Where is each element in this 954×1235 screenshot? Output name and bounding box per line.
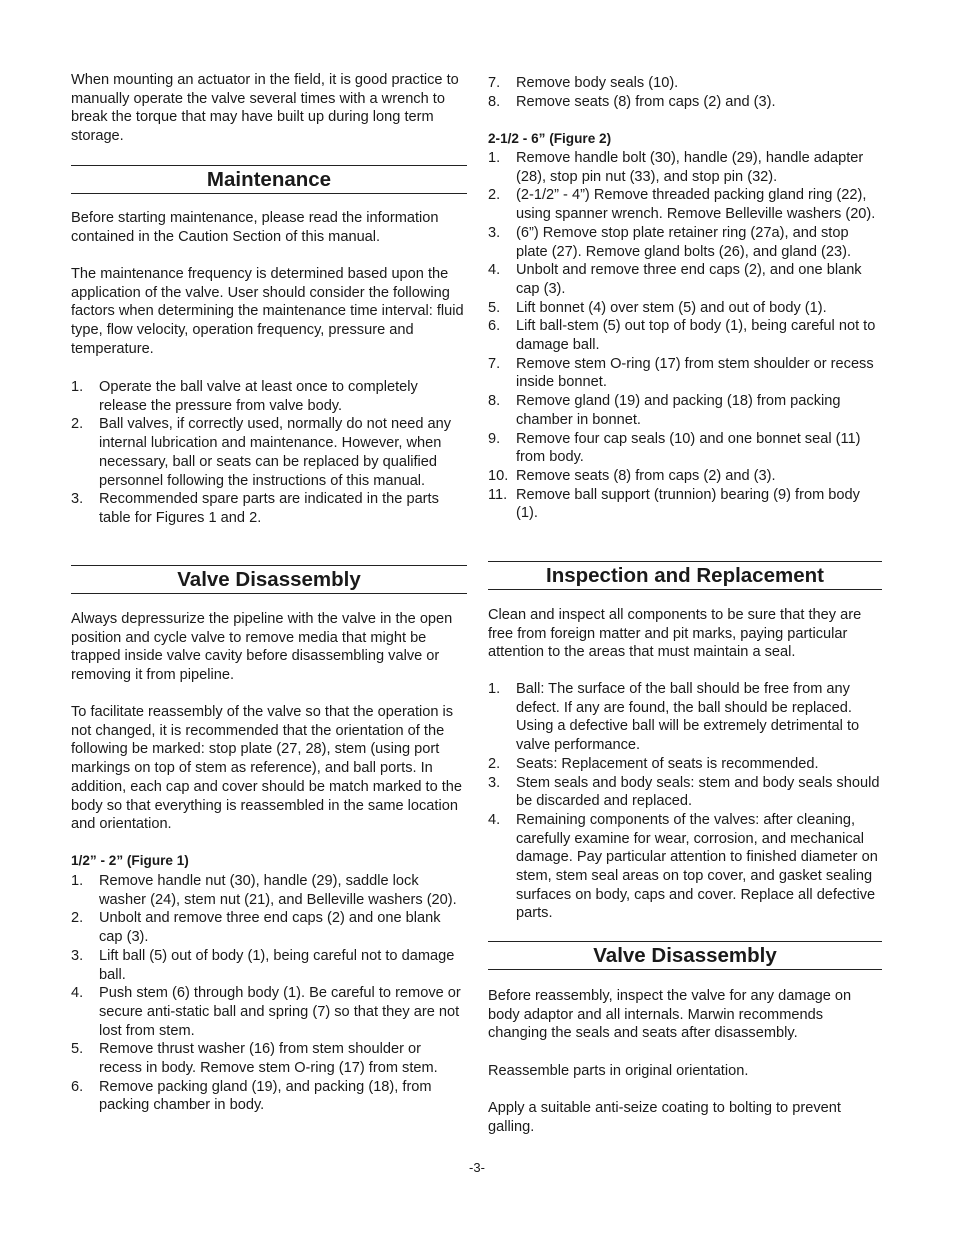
list-item-text: Remove stem O-ring (17) from stem shoulder or recess inside bonnet.	[516, 355, 874, 391]
list-item-number: 1.	[71, 873, 84, 889]
list-item-number: 9.	[488, 430, 501, 447]
list-item-number: 4.	[488, 811, 501, 828]
list-item-number: 8.	[488, 393, 501, 410]
list-item-text: Seats: Replacement of seats is recommended.	[516, 755, 819, 772]
list-item-text: Recommended spare parts are indicated in the parts table for Figures 1 and 2.	[99, 491, 439, 526]
list-item-text: Remove seats (8) from caps (2) and (3).	[516, 93, 776, 110]
list-item	[488, 774, 882, 811]
list-item-text: Lift ball-stem (5) out top of body (1), being careful not to damage ball.	[516, 318, 876, 354]
list-item-text: Push stem (6) through body (1). Be careful to remove or secure anti-static ball and spring (7) so that they are not lost from stem.	[99, 985, 461, 1039]
list-item-text: Remove handle nut (30), handle (29), saddle lock washer (24), stem nut (21), and Belleville washers (20).	[99, 873, 457, 908]
list-item	[71, 872, 467, 909]
reassembly-paragraph-2: Reassemble parts in original orientation.	[488, 1063, 749, 1079]
list-item-text: Remove gland (19) and packing (18) from packing chamber in bonnet.	[516, 393, 841, 428]
list-item	[488, 467, 882, 486]
list-item-text: Remaining components of the valves: after cleaning, carefully examine for wear, corrosion, and mechanical damage. Pay particular attention to finished diameter on stem, stem seal areas on top cover, and gasket sealing surfaces on body, caps and cover. Replace all defective parts.	[516, 811, 878, 922]
list-item-text: Remove body seals (10).	[516, 75, 679, 91]
list-item	[488, 261, 882, 298]
list-item-number: 2.	[488, 755, 501, 772]
figure-1-steps-list	[71, 872, 467, 1115]
list-item-text: Remove ball support (trunnion) bearing (9) from body (1).	[516, 486, 860, 522]
list-item-text: Remove four cap seals (10) and one bonnet seal (11) from body.	[516, 430, 861, 466]
list-item-text: Stem seals and body seals: stem and body seals should be discarded and replaced.	[516, 774, 880, 810]
maintenance-heading: Maintenance	[71, 165, 467, 194]
list-item	[488, 299, 882, 318]
list-item-number: 3.	[488, 774, 501, 791]
list-item-number: 2.	[71, 910, 84, 927]
list-item-number: 1.	[488, 150, 501, 166]
list-item-number: 8.	[488, 93, 501, 110]
list-item	[488, 93, 882, 112]
figure-1-subheading: 1/2” - 2” (Figure 1)	[71, 853, 189, 868]
disassembly-paragraph-2: To facilitate reassembly of the valve so that the operation is not changed, it is recommended that the orientation of the following be marked: stop plate (27, 28), stem (using port markings on top of stem as reference), and ball ports. In addition, each cap and cover should be match marked to the body so that everything is reassembled in the same location and orientation.	[71, 704, 463, 833]
list-item-number: 10.	[488, 467, 509, 484]
list-item	[71, 490, 467, 527]
maintenance-list	[71, 378, 467, 528]
list-item	[71, 909, 467, 946]
list-item	[71, 984, 467, 1040]
list-item	[488, 811, 882, 923]
list-item-text: Ball valves, if correctly used, normally do not need any internal lubrication and maintenance. However, when necessary, ball or seats can be replaced by qualified personnel following the instructions of this manual.	[99, 416, 452, 489]
list-item-text: (2-1/2” - 4”) Remove threaded packing gland ring (22), using spanner wrench. Remove Belleville washers (20).	[516, 187, 876, 223]
list-item-text: Operate the ball valve at least once to completely release the pressure from valve body.	[99, 379, 418, 414]
list-item-number: 1.	[71, 379, 84, 395]
list-item-number: 5.	[71, 1041, 84, 1058]
list-item-text: Remove thrust washer (16) from stem shoulder or recess in body. Remove stem O-ring (17) from stem.	[99, 1041, 438, 1077]
reassembly-paragraph-1: Before reassembly, inspect the valve for any damage on body adaptor and all internals. Marwin recommends changing the seals and seats after disassembly.	[488, 988, 852, 1042]
list-item-text: Lift ball (5) out of body (1), being careful not to damage ball.	[99, 947, 455, 983]
list-item-number: 6.	[488, 318, 501, 335]
figure-1-steps-continued	[488, 74, 882, 111]
inspection-paragraph: Clean and inspect all components to be sure that they are free from foreign matter and pit marks, paying particular attention to the areas that must maintain a seal.	[488, 607, 862, 661]
list-item-text: Ball: The surface of the ball should be free from any defect. If any are found, the ball should be replaced. Using a defective ball will be extremely detrimental to valve performance.	[516, 681, 860, 754]
list-item-text: Unbolt and remove three end caps (2), and one blank cap (3).	[516, 262, 862, 297]
list-item-number: 3.	[488, 224, 501, 241]
list-item-number: 3.	[71, 491, 84, 508]
list-item	[488, 317, 882, 354]
inspection-list	[488, 680, 882, 923]
list-item	[488, 430, 882, 467]
page-number: -3-	[469, 1160, 485, 1175]
list-item-number: 6.	[71, 1078, 84, 1095]
list-item	[71, 947, 467, 984]
list-item	[71, 378, 467, 415]
list-item-number: 7.	[488, 355, 501, 372]
maintenance-paragraph-2: The maintenance frequency is determined based upon the application of the valve. User should consider the following factors when determining the maintenance time interval: fluid type, flow velocity, operation frequency, pressure and temperature.	[71, 266, 464, 357]
list-item	[488, 680, 882, 755]
list-item	[488, 149, 882, 186]
list-item-text: Lift bonnet (4) over stem (5) and out of body (1).	[516, 299, 827, 316]
list-item	[488, 392, 882, 429]
list-item-number: 3.	[71, 947, 84, 964]
valve-disassembly-heading: Valve Disassembly	[71, 565, 467, 594]
list-item	[488, 755, 882, 774]
list-item-text: Remove handle bolt (30), handle (29), handle adapter (28), stop pin nut (33), and stop pin (32).	[516, 150, 864, 185]
reassembly-heading: Valve Disassembly	[488, 941, 882, 970]
list-item-text: (6”) Remove stop plate retainer ring (27a), and stop plate (27). Remove gland bolts (26), and gland (23).	[516, 224, 852, 260]
figure-2-steps-list	[488, 149, 882, 523]
list-item-number: 11.	[488, 486, 508, 503]
list-item-number: 4.	[488, 262, 501, 279]
list-item	[488, 224, 882, 261]
list-item	[71, 1078, 467, 1115]
list-item	[488, 186, 882, 223]
disassembly-paragraph-1: Always depressurize the pipeline with the valve in the open position and cycle valve to remove media that might be trapped inside valve cavity before disassembling valve or removing it from pipeline.	[71, 611, 453, 684]
list-item-text: Unbolt and remove three end caps (2) and one blank cap (3).	[99, 910, 441, 946]
inspection-heading: Inspection and Replacement	[488, 561, 882, 590]
list-item-number: 2.	[71, 416, 84, 433]
list-item-number: 4.	[71, 985, 84, 1002]
list-item-number: 7.	[488, 75, 501, 91]
list-item	[488, 74, 882, 93]
maintenance-paragraph-1: Before starting maintenance, please read the information contained in the Caution Section of this manual.	[71, 210, 439, 245]
list-item-text: Remove packing gland (19), and packing (18), from packing chamber in body.	[99, 1078, 432, 1114]
reassembly-paragraph-3: Apply a suitable anti-seize coating to bolting to prevent galling.	[488, 1100, 841, 1135]
intro-paragraph: When mounting an actuator in the field, it is good practice to manually operate the valve several times with a wrench to break the torque that may have built up during long term storage.	[71, 72, 459, 145]
list-item	[488, 355, 882, 392]
list-item-number: 5.	[488, 299, 501, 316]
list-item-text: Remove seats (8) from caps (2) and (3).	[516, 467, 776, 484]
list-item-number: 2.	[488, 187, 501, 204]
list-item-number: 1.	[488, 681, 501, 697]
list-item	[71, 415, 467, 490]
figure-2-subheading: 2-1/2 - 6” (Figure 2)	[488, 131, 612, 146]
list-item	[488, 486, 882, 523]
list-item	[71, 1040, 467, 1077]
